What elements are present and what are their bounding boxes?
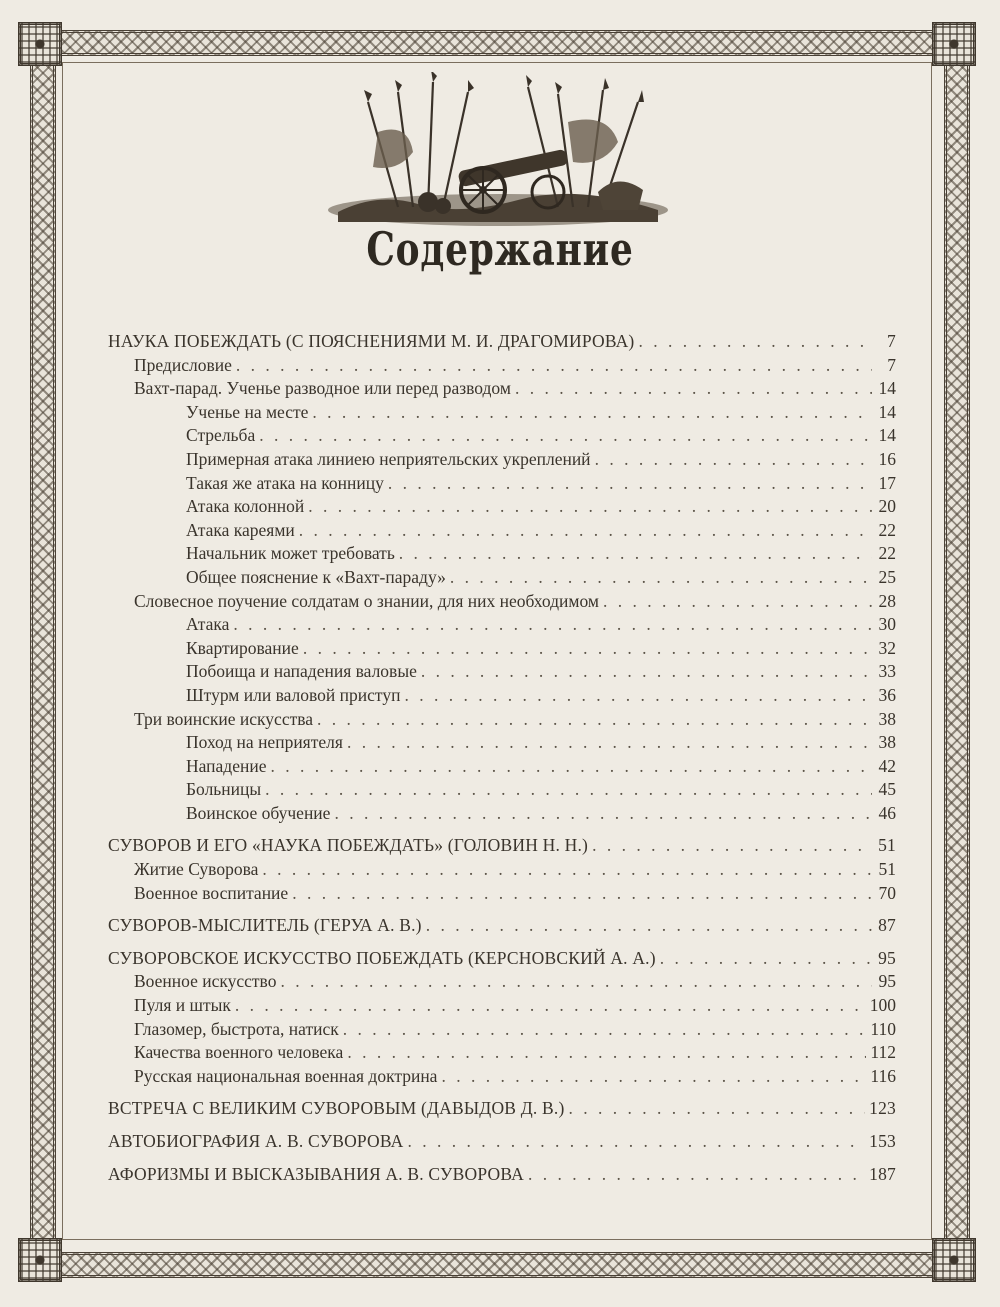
- toc-entry[interactable]: [108, 858, 896, 882]
- toc-entry[interactable]: [108, 708, 896, 732]
- toc-entry[interactable]: [108, 424, 896, 448]
- toc-entry-page-number: 30: [878, 614, 896, 635]
- border-corner-ornament: [18, 22, 62, 66]
- dot-leader: [259, 424, 872, 448]
- dot-leader: [404, 684, 872, 708]
- dot-leader: [638, 330, 872, 354]
- toc-entry-title: Атака колонной: [186, 496, 305, 517]
- toc-entry-title: Штурм или валовой приступ: [186, 684, 401, 705]
- dot-leader: [233, 613, 872, 637]
- toc-entry-title: Словесное поучение солдатам о знании, для них необходимом: [134, 590, 599, 611]
- toc-entry-title: Больницы: [186, 779, 262, 800]
- toc-entry-title: Квартирование: [186, 637, 299, 658]
- dot-leader: [421, 660, 872, 684]
- toc-entry[interactable]: [108, 1065, 896, 1089]
- dot-leader: [347, 1041, 866, 1065]
- toc-entry-title: Ученье на месте: [186, 401, 309, 422]
- toc-entry-title: Поход на неприятеля: [186, 732, 343, 753]
- toc-entry-page-number: 123: [869, 1098, 896, 1119]
- dot-leader: [408, 1130, 866, 1154]
- dot-leader: [265, 778, 872, 802]
- dot-leader: [388, 472, 872, 496]
- toc-entry-title: Общее пояснение к «Вахт-параду»: [186, 566, 446, 587]
- toc-entry[interactable]: [108, 1041, 896, 1065]
- toc-entry-page-number: 16: [878, 448, 896, 469]
- dot-leader: [280, 970, 872, 994]
- border-corner-ornament: [18, 1238, 62, 1282]
- toc-entry-title: Пуля и штык: [134, 995, 231, 1016]
- toc-entry-page-number: 46: [878, 802, 896, 823]
- dot-leader: [660, 947, 872, 971]
- toc-entry-page-number: 116: [870, 1065, 896, 1086]
- toc-entry[interactable]: [108, 802, 896, 826]
- dot-leader: [441, 1065, 866, 1089]
- toc-entry[interactable]: [108, 755, 896, 779]
- military-trophy-vignette: [318, 72, 678, 232]
- toc-entry-page-number: 70: [878, 882, 896, 903]
- toc-entry-title: СУВОРОВ И ЕГО «НАУКА ПОБЕЖДАТЬ» (ГОЛОВИН Н. Н.): [108, 835, 589, 856]
- dot-leader: [426, 914, 872, 938]
- toc-entry[interactable]: [108, 994, 896, 1018]
- toc-entry[interactable]: [108, 947, 896, 971]
- toc-entry-title: СУВОРОВСКОЕ ИСКУССТВО ПОБЕЖДАТЬ (КЕРСНОВСКИЙ А. А.): [108, 947, 656, 968]
- toc-entry-title: Качества военного человека: [134, 1042, 344, 1063]
- toc-entry-page-number: 187: [869, 1163, 896, 1184]
- toc-entry[interactable]: [108, 1018, 896, 1042]
- toc-entry[interactable]: [108, 613, 896, 637]
- toc-entry-title: Три воинские искусства: [134, 708, 314, 729]
- toc-entry-page-number: 22: [878, 543, 896, 564]
- dot-leader: [450, 566, 872, 590]
- toc-entry[interactable]: [108, 377, 896, 401]
- toc-entry-page-number: 38: [878, 708, 896, 729]
- toc-entry-page-number: 110: [870, 1018, 896, 1039]
- toc-entry-title: Житие Суворова: [134, 859, 259, 880]
- dot-leader: [303, 637, 872, 661]
- toc-entry[interactable]: [108, 519, 896, 543]
- toc-entry-title: Такая же атака на конницу: [186, 472, 384, 493]
- toc-entry[interactable]: [108, 684, 896, 708]
- dot-leader: [236, 354, 872, 378]
- toc-entry[interactable]: [108, 731, 896, 755]
- toc-entry-page-number: 20: [878, 496, 896, 517]
- toc-entry-page-number: 33: [878, 661, 896, 682]
- dot-leader: [317, 708, 872, 732]
- dot-leader: [262, 858, 872, 882]
- toc-entry-page-number: 14: [878, 425, 896, 446]
- toc-entry-page-number: 32: [878, 637, 896, 658]
- dot-leader: [399, 542, 872, 566]
- toc-entry-title: СУВОРОВ-МЫСЛИТЕЛЬ (ГЕРУА А. В.): [108, 915, 422, 936]
- toc-entry-page-number: 7: [887, 331, 896, 351]
- dot-leader: [308, 495, 872, 519]
- toc-entry-title: Побоища и нападения валовые: [186, 661, 417, 682]
- toc-entry-page-number: 25: [878, 566, 896, 587]
- toc-entry[interactable]: [108, 637, 896, 661]
- ornamental-border-right: [944, 30, 970, 1278]
- toc-entry-title: Предисловие: [134, 354, 232, 375]
- toc-entry-title: Русская национальная военная доктрина: [134, 1065, 438, 1086]
- dot-leader: [334, 802, 872, 826]
- toc-entry[interactable]: [108, 914, 896, 938]
- toc-entry[interactable]: [108, 330, 896, 354]
- dot-leader: [515, 377, 872, 401]
- toc-entry[interactable]: [108, 1163, 896, 1187]
- toc-entry-title: Глазомер, быстрота, натиск: [134, 1018, 339, 1039]
- toc-entry[interactable]: [108, 542, 896, 566]
- toc-entry-page-number: 7: [887, 354, 896, 375]
- dot-leader: [569, 1097, 866, 1121]
- toc-entry-title: АВТОБИОГРАФИЯ А. В. СУВОРОВА: [108, 1131, 404, 1151]
- toc-entry[interactable]: [108, 566, 896, 590]
- toc-entry[interactable]: [108, 354, 896, 378]
- toc-entry-title: Нападение: [186, 755, 267, 776]
- toc-entry[interactable]: [108, 778, 896, 802]
- toc-entry-page-number: 45: [878, 779, 896, 800]
- dot-leader: [235, 994, 866, 1018]
- ornamental-border-top: [26, 30, 974, 56]
- dot-leader: [595, 448, 872, 472]
- toc-entry-page-number: 38: [878, 732, 896, 753]
- toc-entry-page-number: 36: [878, 684, 896, 705]
- toc-entry-title: АФОРИЗМЫ И ВЫСКАЗЫВАНИЯ А. В. СУВОРОВА: [108, 1163, 524, 1184]
- border-corner-ornament: [932, 1238, 976, 1282]
- toc-entry-title: ВСТРЕЧА С ВЕЛИКИМ СУВОРОВЫМ (ДАВЫДОВ Д. В.): [108, 1098, 565, 1119]
- border-corner-ornament: [932, 22, 976, 66]
- dot-leader: [343, 1018, 867, 1042]
- toc-entry-page-number: 28: [878, 590, 896, 611]
- dot-leader: [592, 834, 872, 858]
- page-title: Содержание: [366, 222, 634, 276]
- toc-entry-page-number: 51: [878, 859, 896, 880]
- toc-entry-page-number: 153: [869, 1131, 896, 1151]
- dot-leader: [603, 590, 872, 614]
- toc-entry[interactable]: [108, 970, 896, 994]
- toc-entry-title: Атака кареями: [186, 519, 295, 540]
- dot-leader: [299, 519, 872, 543]
- toc-entry[interactable]: [108, 472, 896, 496]
- toc-entry-page-number: 51: [878, 835, 896, 856]
- toc-entry-title: Начальник может требовать: [186, 543, 395, 564]
- dot-leader: [270, 755, 872, 779]
- toc-entry-page-number: 14: [878, 378, 896, 399]
- toc-entry-page-number: 87: [878, 915, 896, 936]
- toc-entry-page-number: 14: [878, 401, 896, 422]
- dot-leader: [347, 731, 872, 755]
- toc-entry[interactable]: [108, 495, 896, 519]
- toc-entry-title: НАУКА ПОБЕЖДАТЬ (С ПОЯСНЕНИЯМИ М. И. ДРАГОМИРОВА): [108, 331, 635, 351]
- toc-entry[interactable]: [108, 1130, 896, 1154]
- toc-entry-title: Вахт-парад. Ученье разводное или перед разводом: [134, 378, 511, 399]
- toc-entry-page-number: 95: [878, 947, 896, 968]
- toc-entry-title: Воинское обучение: [186, 802, 331, 823]
- toc-entry[interactable]: [108, 448, 896, 472]
- toc-entry-page-number: 95: [878, 971, 896, 992]
- toc-entry-title: Примерная атака линиею неприятельских укреплений: [186, 448, 591, 469]
- ornamental-border-left: [30, 30, 56, 1278]
- toc-entry[interactable]: [108, 590, 896, 614]
- toc-entry-title: Атака: [186, 614, 230, 635]
- toc-entry-page-number: 112: [870, 1042, 896, 1063]
- toc-entry-title: Военное искусство: [134, 971, 277, 992]
- dot-leader: [312, 401, 872, 425]
- toc-entry[interactable]: [108, 660, 896, 684]
- toc-entry-title: Стрельба: [186, 425, 256, 446]
- ornamental-border-bottom: [26, 1252, 974, 1278]
- toc-entry[interactable]: [108, 834, 896, 858]
- toc-entry[interactable]: [108, 882, 896, 906]
- table-of-contents: [108, 330, 896, 1186]
- toc-entry-page-number: 17: [878, 472, 896, 493]
- dot-leader: [292, 882, 872, 906]
- toc-entry-page-number: 42: [878, 755, 896, 776]
- toc-entry[interactable]: [108, 1097, 896, 1121]
- toc-entry-page-number: 22: [878, 519, 896, 540]
- dot-leader: [528, 1163, 865, 1187]
- toc-entry-title: Военное воспитание: [134, 882, 289, 903]
- toc-entry[interactable]: [108, 401, 896, 425]
- toc-entry-page-number: 100: [869, 995, 896, 1016]
